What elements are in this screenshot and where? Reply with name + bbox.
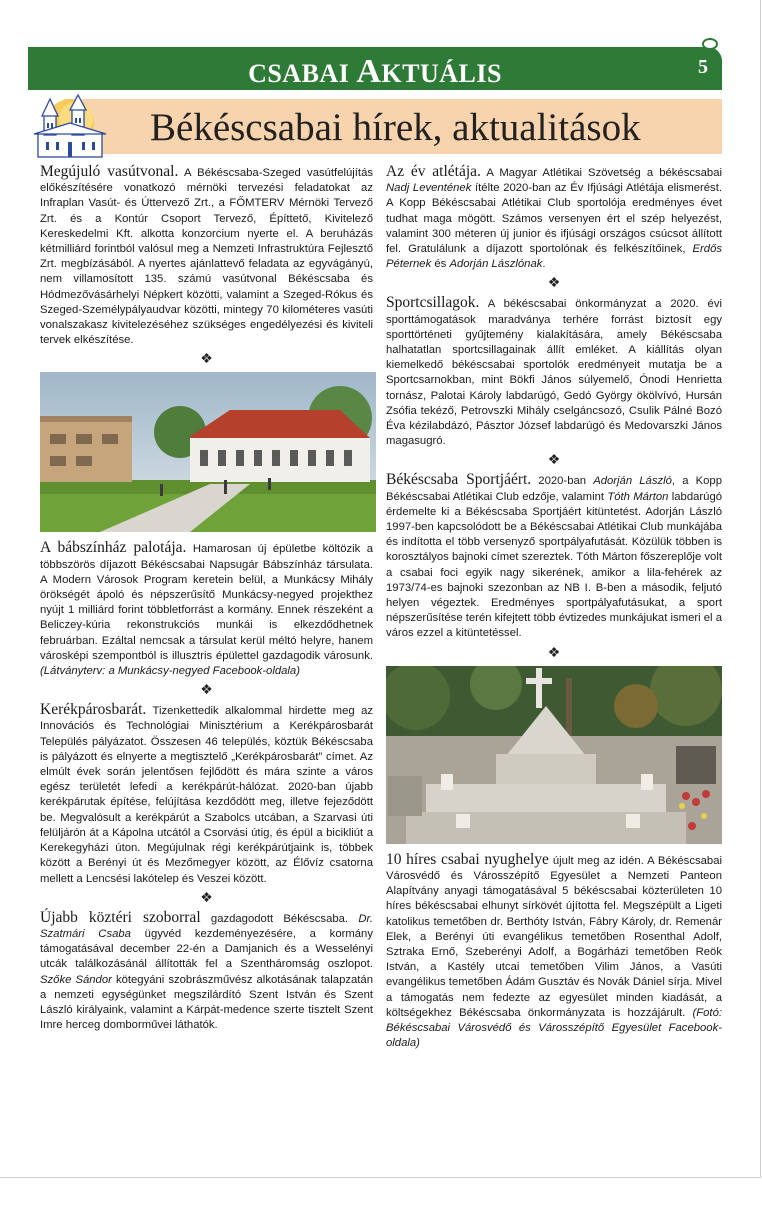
article-vasut xyxy=(40,164,373,348)
separator-icon: ❖ xyxy=(200,888,213,905)
person-name: Szőke Sándor xyxy=(40,973,112,986)
article-body: Tizenkettedik alkalommal hirdette meg az Innovációs és Technológiai Minisztérium a Kerékpárosbarát Település pályázatot. Összesen 46 település, köztük Békéscsaba is pályázott és elnyerte a megtisztelő „Kerékpárosbarát” címet. Az elmúlt évek során jelentősen fejlődött és mára szinte a város egész területét lefedi a kerékpárút-hálózat. 2020-ban újabb kerékpárutak építése, felújítása kezdődött meg, illetve fejeződött be. Megvalósult a kerékpárút a Szabolcs utcában, a Szarvasi úti felüljárón át a Kápolna utcától a Csorvási útig, és épül a bicikliút a Kerekegyházi úton. Megújulnak régi kerékpárútjaink is, többek között a Berényi út és Mezőmegyer között, az Élővíz csatorna mellett a Lencsési lakótelep és Veszei között. xyxy=(40,705,373,885)
article-body: és xyxy=(431,258,450,271)
section-title: Békéscsabai hírek, aktualitások xyxy=(150,106,641,149)
article-body: . xyxy=(542,258,546,271)
article-heading: Újabb köztéri szoborral xyxy=(40,908,201,926)
article-heading: 10 híres csabai nyughelye xyxy=(386,850,549,868)
article-body: ítélte 2020-ban az Év Ifjúsági Atlétája elismerést. A Kopp Békéscsabai Atlétikai Club sportolója eredményes évet tudhat maga mögött. Számos versenyen ért el szép helyezést, valamint 300 méteren új junior és ifjúsági országos csúcsot állított fel. Gratulálunk a díjazott sportolónak és felkészítőinek, xyxy=(386,182,722,256)
article-atleta xyxy=(386,164,722,272)
article-body: A békéscsabai önkormányzat a 2020. évi sporttámogatások maradványa terhére forrást biztosít egy sporttörténeti gyűjtemény kialakítására, amely Békéscsaba halhatatlan sportcsillagainak állít emléket. A kiállítás olyan kiemelkedő békéscsabai sportolók eredményeit mutatja be a Sportcsarnokban, mint Bökfi János súlyemelő, Ónodi Henrietta tornász, Palotai Károly labdarúgó, Gedó György ökölvívó, Hursán Zsófia tekéző, Petrovszki Mihály cselgáncsozó, Csulik Pálné Bozó Éva kézilabdázó, Pásztor József labdarúgó és Medovarszki János magasugró. xyxy=(386,298,722,448)
person-name: Tóth Márton xyxy=(607,490,669,503)
article-szobor xyxy=(40,910,373,1034)
magazine-title xyxy=(28,53,722,91)
person-name: Adorján László xyxy=(593,475,672,488)
article-heading: Megújuló vasútvonal. xyxy=(40,163,179,180)
article-sportcsillagok xyxy=(386,295,722,449)
page-number: 5 xyxy=(698,56,708,78)
left-column xyxy=(40,164,373,1033)
person-name: Nadj Leventének xyxy=(386,182,472,195)
person-name: Adorján Lászlónak xyxy=(449,258,543,271)
article-body: ügyvéd kezdeményezésére, a kormány támogatásával december 22-én a Damjanich és a Wesselényi utcák találkozásánál állították fel a Szentháromság oszlopot. xyxy=(40,927,373,971)
church-logo-icon xyxy=(26,93,114,161)
article-body: Hamarosan új épületbe költözik a többszörös díjazott Békéscsabai Napsugár Bábszínház társulata. A Modern Városok Program keretein belül, a Munkácsy Mihály örökségét ápoló és népszerűsítő Munkácsy-negyed projekthez nyújt 1 milliárd forint többletforrást a kormány. Ennek részeként a Beliczey-kúria rekonstrukciós munkái is elkezdődhetnek februárban. Ezáltal nemcsak a társulat kerül méltó helyre, hanem városképi szempontból is illusztris épülettel gazdagodik városunk. xyxy=(40,543,373,662)
person-name: Dr. Szatmári Csaba xyxy=(40,912,373,940)
article-body: gazdagodott Békéscsaba. xyxy=(200,912,359,925)
article-heading: Békéscsaba Sportjáért. xyxy=(386,471,532,489)
image-credit: (Látványterv: a Munkácsy-negyed Facebook-oldala) xyxy=(40,665,300,678)
article-nyughely xyxy=(386,852,722,1052)
page-header xyxy=(28,47,722,90)
separator-icon: ❖ xyxy=(547,451,561,468)
article-kerekpar xyxy=(40,702,373,886)
section-banner xyxy=(64,99,722,154)
article-babszinhaz xyxy=(40,540,373,679)
image-credit: (Fotó: Békéscsabai Városvédő és Városszépítő Egyesület Facebook- oldala) xyxy=(386,1006,722,1050)
article-body: labdarúgó érdemelte ki a Békéscsaba Sportjáért kitüntetést. Adorján László 1997-ben kapcsolódott be a Békéscsabai Atlétikai Club munkájába és indította el több versenyző sportpályafutását. Közülük többen is korosztályos bajnoki címet szereztek. Tóth Márton főszereplője volt a csabai foci egyik nagy sikerének, amikor a lila-fehérek az 1973/74-es bajnoki szezonban az NB I. B-ben a második, feljutó helyen végeztek. Eredményes sportpályafutásukat, a sport népszerűsítése terén kifejtett több évtizedes munkájukat ismeri el a város ezzel a kitüntetéssel. xyxy=(386,490,723,640)
separator-icon: ❖ xyxy=(200,350,213,367)
title-big-letter: A xyxy=(356,53,382,90)
title-prefix: CSABAI xyxy=(248,59,357,88)
separator-icon: ❖ xyxy=(547,643,561,660)
puppet-theater-render-image xyxy=(40,372,376,532)
article-body: újult meg az idén. A Békéscsabai Városvédő és Városszépítő Egyesület a Nemzeti Panteon Alapítvány anyagi támogatásával 5 békéscsabai közterületen 10 híres békéscsabai elhunyt sírkövét újította fel. Megszépült a Ligeti katolikus temetőben dr. Berthóty István, Fábry Károly, dr. Remenár Elek, a Berényi úti evangélikus temetőben Rosenthal Adolf, Sztraka Ernő, Szeberényi Adolf, a Bogárházi temetőben Reök István, a Kastély utcai temetőben Vilim János, a Vasúti evangélikus temetőben Ádám Gusztáv és Novák Dániel sírja. Mivel a támogatás nem fedezte az egyesület minden kiadását, a költségekhez Békéscsaba önkormányzata is hozzájárult. xyxy=(386,854,722,1019)
article-heading: Kerékpárosbarát. xyxy=(40,701,147,719)
title-rest: KTUÁLIS xyxy=(381,59,502,88)
article-heading: A bábszínház palotája. xyxy=(40,539,187,557)
person-name: Erdős Péternek xyxy=(386,243,722,271)
article-sportjaert xyxy=(386,472,722,641)
article-body: A Magyar Atlétikai Szövetség a békéscsabai xyxy=(480,167,722,179)
article-heading: Sportcsillagok. xyxy=(386,294,480,312)
article-body: kötegyáni szobrászművész alkotásának talapzatán a nemzeti egységünket megszilárdító Szent István és Szent László királyaink, valamint a Kárpát-medence szerte tisztelt Szent Imre herceg domborművei láthatók. xyxy=(40,973,374,1032)
cemetery-photo-image xyxy=(386,666,722,844)
article-heading: Az év atlétája. xyxy=(386,163,481,180)
article-body: 2020-ban xyxy=(531,475,594,488)
article-body: A Békéscsaba-Szeged vasútfelújítás előkészítésére vonatkozó mérnöki tervezési feladatokat az Infraplan Vasút- és Úttervező Zrt., a FŐMTERV Mérnöki Tervező Zrt. és a Kontúr Csoport Tervező, Építtető, Kivitelező Kereskedelmi Kft. alkotta konzorcium nyerte el. A beruházás kétmilliárd forintból valósul meg a Nemzeti Infrastruktúra Fejlesztő Zrt. megbízásából. A nyertes ajánlattevő feladata az egyvágányú, nem villamosított 135. számú vasútvonal Békéscsaba és Hódmezővásárhelyi Népkert közötti, valamint a Szeged-Rókus és Szeged-Személypályaudvar közötti, mintegy 70 kilométeres vasúti vonalszakasz kivitelezéséhez szükséges engedélyezési és kiviteli tervek elkészítése. xyxy=(40,167,373,347)
separator-icon: ❖ xyxy=(547,274,561,291)
swirl-ornament-icon xyxy=(702,38,718,50)
article-body: , a Kopp Békéscsabai Atlétikai Club edzője, valamint xyxy=(386,475,722,503)
right-column xyxy=(386,164,722,1051)
separator-icon: ❖ xyxy=(200,681,213,698)
